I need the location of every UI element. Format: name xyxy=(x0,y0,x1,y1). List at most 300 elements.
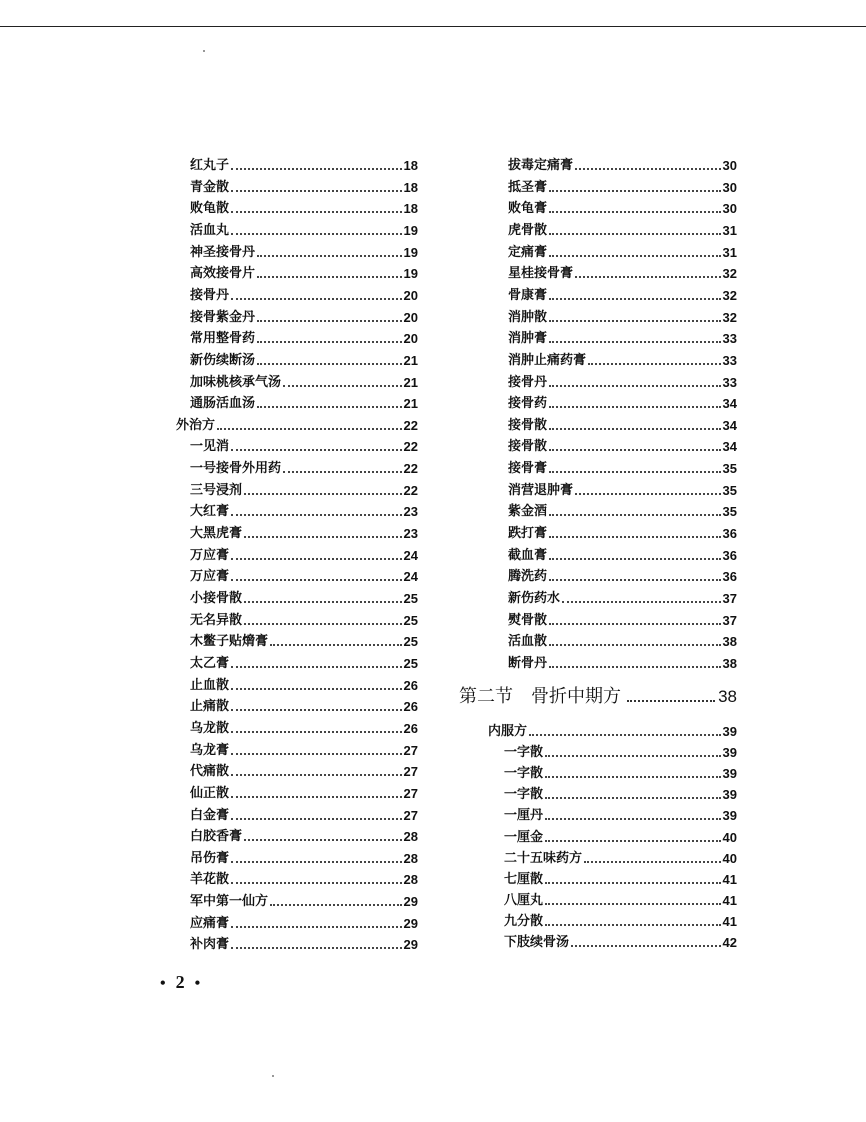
entry-page-number: 31 xyxy=(722,244,737,260)
dot-leader xyxy=(217,428,402,430)
dot-leader xyxy=(244,839,402,841)
entry-title: 止痛散 xyxy=(190,699,230,715)
entry-title: 骨康膏 xyxy=(508,287,548,303)
entry-title: 二十五味药方 xyxy=(504,850,583,866)
entry-page-number: 40 xyxy=(722,829,737,845)
toc-entry[interactable] xyxy=(190,716,418,737)
dot-leader xyxy=(257,255,402,257)
dot-leader xyxy=(549,341,721,343)
entry-title: 大黑虎膏 xyxy=(190,526,243,542)
toc-category-heading[interactable] xyxy=(488,719,737,740)
entry-page-number: 38 xyxy=(722,634,737,650)
page-dot-right: • xyxy=(194,975,201,992)
entry-title: 接骨丹 xyxy=(508,374,548,390)
toc-entry[interactable] xyxy=(190,629,418,650)
entry-title: 万应膏 xyxy=(190,547,230,563)
toc-entry[interactable] xyxy=(190,434,418,455)
entry-page-number: 30 xyxy=(722,201,737,217)
entry-page-number: 32 xyxy=(722,287,737,303)
entry-page-number: 21 xyxy=(403,352,418,368)
dot-leader xyxy=(244,536,402,538)
dot-leader xyxy=(562,601,721,603)
dot-leader xyxy=(231,558,402,560)
entry-title: 外治方 xyxy=(176,417,216,433)
dot-leader xyxy=(231,926,402,928)
entry-page-number: 24 xyxy=(403,547,418,563)
entry-page-number: 27 xyxy=(403,764,418,780)
entry-page-number: 25 xyxy=(403,612,418,628)
scan-speck xyxy=(272,1075,274,1077)
toc-entry[interactable] xyxy=(508,261,737,282)
entry-title: 木鳖子贴熁膏 xyxy=(190,634,269,650)
dot-leader xyxy=(231,818,402,820)
toc-entry[interactable] xyxy=(190,781,418,802)
entry-title: 红丸子 xyxy=(190,158,230,173)
toc-entry[interactable] xyxy=(190,543,418,564)
dot-leader xyxy=(545,924,721,926)
entry-title: 止血散 xyxy=(190,677,230,693)
toc-entry[interactable] xyxy=(504,825,737,846)
entry-page-number: 33 xyxy=(722,374,737,390)
entry-title: 紫金酒 xyxy=(508,504,548,520)
entry-title: 败龟散 xyxy=(190,201,230,217)
entry-page-number: 21 xyxy=(403,396,418,412)
dot-leader xyxy=(549,211,721,213)
entry-page-number: 35 xyxy=(722,461,737,477)
toc-entry[interactable] xyxy=(190,932,418,953)
entry-title: 军中第一仙方 xyxy=(190,894,269,910)
entry-title: 活血散 xyxy=(508,634,548,650)
dot-leader xyxy=(283,385,402,387)
entry-page-number: 29 xyxy=(403,915,418,931)
entry-page-number: 32 xyxy=(722,266,737,282)
dot-leader xyxy=(257,406,402,408)
dot-leader xyxy=(549,644,721,646)
entry-page-number: 39 xyxy=(722,787,737,803)
dot-leader xyxy=(575,168,721,170)
entry-title: 断骨丹 xyxy=(508,655,548,671)
toc-entry[interactable] xyxy=(190,218,418,239)
toc-entry[interactable] xyxy=(504,846,737,867)
entry-title: 代痛散 xyxy=(190,764,230,780)
entry-title: 跌打膏 xyxy=(508,526,548,542)
entry-title: 截血膏 xyxy=(508,547,548,563)
section-page: 38 xyxy=(718,687,737,706)
toc-entry[interactable] xyxy=(190,521,418,542)
entry-title: 七厘散 xyxy=(504,871,544,887)
entry-title: 内服方 xyxy=(488,724,528,739)
entry-title: 小接骨散 xyxy=(190,591,243,606)
dot-leader xyxy=(545,840,721,842)
entry-page-number: 35 xyxy=(722,504,737,520)
dot-leader xyxy=(257,341,402,343)
entry-title: 乌龙膏 xyxy=(190,742,230,758)
entry-page-number: 27 xyxy=(403,742,418,758)
entry-page-number: 18 xyxy=(403,158,418,173)
section-heading[interactable] xyxy=(459,678,737,708)
entry-title: 无名异散 xyxy=(190,612,243,628)
dot-leader xyxy=(231,579,402,581)
toc-entry[interactable] xyxy=(190,326,418,347)
entry-page-number: 37 xyxy=(722,591,737,606)
toc-entry[interactable] xyxy=(508,543,737,564)
toc-entry[interactable] xyxy=(508,175,737,196)
entry-title: 败龟膏 xyxy=(508,201,548,217)
toc-entry[interactable] xyxy=(190,738,418,759)
toc-entry[interactable] xyxy=(504,782,737,803)
dot-leader xyxy=(545,776,721,778)
dot-leader xyxy=(571,945,721,947)
entry-title: 消肿散 xyxy=(508,309,548,325)
entry-title: 消肿膏 xyxy=(508,331,548,347)
toc-entry[interactable] xyxy=(508,370,737,391)
entry-page-number: 40 xyxy=(722,850,737,866)
entry-page-number: 20 xyxy=(403,331,418,347)
dot-leader xyxy=(231,947,402,949)
entry-page-number: 30 xyxy=(722,179,737,195)
entry-title: 八厘丸 xyxy=(504,892,544,908)
entry-title: 新伤药水 xyxy=(508,591,561,606)
toc-entry[interactable] xyxy=(508,196,737,217)
dot-leader xyxy=(283,471,402,473)
toc-entry[interactable] xyxy=(508,478,737,499)
entry-title: 接骨膏 xyxy=(508,461,548,477)
toc-entry[interactable] xyxy=(508,456,737,477)
entry-page-number: 39 xyxy=(722,766,737,782)
entry-page-number: 39 xyxy=(722,808,737,824)
dot-leader xyxy=(545,755,721,757)
dot-leader xyxy=(231,233,402,235)
dot-leader xyxy=(257,363,402,365)
entry-page-number: 41 xyxy=(722,892,737,908)
entry-page-number: 29 xyxy=(403,937,418,953)
toc-entry[interactable] xyxy=(508,283,737,304)
toc-entry[interactable] xyxy=(508,218,737,239)
section-label: 第二节 xyxy=(459,686,513,707)
entry-title: 太乙膏 xyxy=(190,655,230,671)
entry-page-number: 26 xyxy=(403,720,418,736)
entry-title: 接骨丹 xyxy=(190,287,230,303)
dot-leader xyxy=(549,666,721,668)
toc-entry[interactable] xyxy=(508,240,737,261)
entry-page-number: 25 xyxy=(403,634,418,650)
toc-entry[interactable] xyxy=(504,909,737,930)
entry-page-number: 22 xyxy=(403,439,418,455)
dot-leader xyxy=(244,601,402,603)
toc-entry[interactable] xyxy=(190,846,418,867)
dot-leader xyxy=(231,190,402,192)
entry-title: 熨骨散 xyxy=(508,612,548,628)
dot-leader xyxy=(231,449,402,451)
page-number xyxy=(150,972,210,993)
dot-leader xyxy=(257,320,402,322)
dot-leader xyxy=(549,558,721,560)
entry-title: 应痛膏 xyxy=(190,915,230,931)
toc-entry[interactable] xyxy=(190,478,418,499)
entry-title: 新伤续断汤 xyxy=(190,352,256,368)
entry-title: 高效接骨片 xyxy=(190,266,256,282)
toc-entry[interactable] xyxy=(504,761,737,782)
top-rule xyxy=(0,26,866,27)
entry-title: 抵圣膏 xyxy=(508,179,548,195)
toc-entry[interactable] xyxy=(508,348,737,369)
entry-title: 接骨散 xyxy=(508,417,548,433)
dot-leader xyxy=(270,644,402,646)
toc-entry[interactable] xyxy=(508,391,737,412)
entry-page-number: 41 xyxy=(722,913,737,929)
entry-title: 一字散 xyxy=(504,745,544,761)
dot-leader xyxy=(231,753,402,755)
entry-title: 下肢续骨汤 xyxy=(504,935,570,950)
entry-page-number: 42 xyxy=(722,935,737,950)
dot-leader xyxy=(575,276,721,278)
dot-leader xyxy=(545,903,721,905)
toc-entry[interactable] xyxy=(504,867,737,888)
toc-category-heading[interactable] xyxy=(176,413,418,434)
dot-leader xyxy=(231,688,402,690)
entry-title: 定痛膏 xyxy=(508,244,548,260)
entry-page-number: 19 xyxy=(403,266,418,282)
toc-entry[interactable] xyxy=(508,651,737,672)
entry-page-number: 23 xyxy=(403,504,418,520)
dot-leader xyxy=(244,623,402,625)
entry-page-number: 27 xyxy=(403,807,418,823)
entry-title: 活血丸 xyxy=(190,222,230,238)
entry-page-number: 34 xyxy=(722,396,737,412)
entry-page-number: 33 xyxy=(722,352,737,368)
entry-title: 通肠活血汤 xyxy=(190,396,256,412)
toc-entry[interactable] xyxy=(504,930,737,951)
toc-entry[interactable] xyxy=(508,608,737,629)
dot-leader xyxy=(549,320,721,322)
entry-page-number: 20 xyxy=(403,287,418,303)
toc-entry[interactable] xyxy=(190,694,418,715)
dot-leader xyxy=(231,211,402,213)
entry-title: 万应膏 xyxy=(190,569,230,585)
entry-title: 三号浸剂 xyxy=(190,482,243,498)
page-dot-left: • xyxy=(160,975,166,992)
entry-title: 神圣接骨丹 xyxy=(190,244,256,260)
entry-title: 补肉膏 xyxy=(190,937,230,953)
dot-leader xyxy=(231,298,402,300)
dot-leader xyxy=(231,774,402,776)
scan-speck xyxy=(203,50,205,52)
toc-entry[interactable] xyxy=(190,261,418,282)
entry-title: 星桂接骨膏 xyxy=(508,266,574,282)
toc-entry[interactable] xyxy=(504,888,737,909)
entry-page-number: 36 xyxy=(722,569,737,585)
dot-leader xyxy=(231,796,402,798)
dot-leader xyxy=(627,700,715,702)
toc-entry[interactable] xyxy=(508,413,737,434)
entry-title: 青金散 xyxy=(190,179,230,195)
entry-title: 一厘丹 xyxy=(504,808,544,824)
dot-leader xyxy=(549,233,721,235)
entry-title: 一字散 xyxy=(504,787,544,803)
dot-leader xyxy=(549,385,721,387)
toc-entry[interactable] xyxy=(190,499,418,520)
dot-leader xyxy=(231,666,402,668)
toc-entry[interactable] xyxy=(508,586,737,607)
dot-leader xyxy=(549,428,721,430)
entry-page-number: 25 xyxy=(403,655,418,671)
entry-page-number: 20 xyxy=(403,309,418,325)
dot-leader xyxy=(584,861,721,863)
section-title: 骨折中期方 xyxy=(531,686,621,707)
dot-leader xyxy=(549,471,721,473)
toc-entry[interactable] xyxy=(190,456,418,477)
dot-leader xyxy=(545,818,721,820)
entry-page-number: 19 xyxy=(403,244,418,260)
dot-leader xyxy=(231,861,402,863)
toc-entry[interactable] xyxy=(190,240,418,261)
entry-page-number: 24 xyxy=(403,569,418,585)
toc-entry[interactable] xyxy=(190,824,418,845)
entry-title: 一号接骨外用药 xyxy=(190,461,282,477)
dot-leader xyxy=(231,731,402,733)
dot-leader xyxy=(549,514,721,516)
dot-leader xyxy=(549,255,721,257)
entry-page-number: 28 xyxy=(403,829,418,845)
entry-page-number: 39 xyxy=(722,745,737,761)
entry-title: 一见消 xyxy=(190,439,230,455)
entry-page-number: 36 xyxy=(722,526,737,542)
entry-page-number: 39 xyxy=(722,724,737,739)
entry-title: 九分散 xyxy=(504,913,544,929)
entry-page-number: 33 xyxy=(722,331,737,347)
dot-leader xyxy=(549,406,721,408)
entry-page-number: 41 xyxy=(722,871,737,887)
toc-entry[interactable] xyxy=(190,370,418,391)
entry-title: 仙正散 xyxy=(190,785,230,801)
entry-page-number: 37 xyxy=(722,612,737,628)
entry-title: 虎骨散 xyxy=(508,222,548,238)
toc-entry[interactable] xyxy=(190,911,418,932)
entry-title: 接骨散 xyxy=(508,439,548,455)
toc-entry[interactable] xyxy=(508,564,737,585)
dot-leader xyxy=(545,797,721,799)
entry-title: 腾洗药 xyxy=(508,569,548,585)
entry-page-number: 35 xyxy=(722,482,737,498)
toc-entry[interactable] xyxy=(190,153,418,174)
dot-leader xyxy=(575,493,721,495)
toc-entry[interactable] xyxy=(190,673,418,694)
toc-entry[interactable] xyxy=(190,759,418,780)
entry-page-number: 31 xyxy=(722,222,737,238)
dot-leader xyxy=(270,904,402,906)
toc-entry[interactable] xyxy=(508,499,737,520)
entry-title: 白金膏 xyxy=(190,807,230,823)
entry-page-number: 22 xyxy=(403,417,418,433)
entry-page-number: 25 xyxy=(403,591,418,606)
entry-page-number: 29 xyxy=(403,894,418,910)
toc-entry[interactable] xyxy=(190,196,418,217)
toc-entry[interactable] xyxy=(190,283,418,304)
entry-title: 拔毒定痛膏 xyxy=(508,158,574,173)
dot-leader xyxy=(549,449,721,451)
toc-entry[interactable] xyxy=(190,305,418,326)
dot-leader xyxy=(257,276,402,278)
entry-title: 加味桃核承气汤 xyxy=(190,374,282,390)
dot-leader xyxy=(231,168,402,170)
entry-page-number: 28 xyxy=(403,872,418,888)
toc-entry[interactable] xyxy=(190,803,418,824)
entry-page-number: 23 xyxy=(403,526,418,542)
dot-leader xyxy=(529,734,721,736)
entry-title: 大红膏 xyxy=(190,504,230,520)
entry-page-number: 22 xyxy=(403,482,418,498)
dot-leader xyxy=(588,363,721,365)
toc-entry[interactable] xyxy=(190,391,418,412)
entry-title: 消肿止痛药膏 xyxy=(508,352,587,368)
entry-page-number: 34 xyxy=(722,439,737,455)
page-number-value: 2 xyxy=(175,972,185,992)
entry-page-number: 22 xyxy=(403,461,418,477)
toc-entry[interactable] xyxy=(508,521,737,542)
entry-title: 接骨药 xyxy=(508,396,548,412)
dot-leader xyxy=(549,536,721,538)
entry-page-number: 18 xyxy=(403,179,418,195)
toc-entry[interactable] xyxy=(508,153,737,174)
toc-entry[interactable] xyxy=(504,740,737,761)
entry-page-number: 26 xyxy=(403,677,418,693)
toc-entry[interactable] xyxy=(504,803,737,824)
toc-entry[interactable] xyxy=(190,889,418,910)
toc-entry[interactable] xyxy=(190,651,418,672)
entry-page-number: 28 xyxy=(403,850,418,866)
entry-title: 常用整骨药 xyxy=(190,331,256,347)
entry-title: 接骨紫金丹 xyxy=(190,309,256,325)
entry-page-number: 19 xyxy=(403,222,418,238)
dot-leader xyxy=(231,709,402,711)
dot-leader xyxy=(545,882,721,884)
dot-leader xyxy=(244,493,402,495)
toc-entry[interactable] xyxy=(508,326,737,347)
toc-entry[interactable] xyxy=(508,629,737,650)
entry-page-number: 27 xyxy=(403,785,418,801)
entry-title: 白胶香膏 xyxy=(190,829,243,845)
dot-leader xyxy=(231,514,402,516)
entry-page-number: 36 xyxy=(722,547,737,563)
entry-page-number: 26 xyxy=(403,699,418,715)
toc-entry[interactable] xyxy=(190,608,418,629)
entry-page-number: 32 xyxy=(722,309,737,325)
dot-leader xyxy=(549,579,721,581)
entry-page-number: 38 xyxy=(722,655,737,671)
toc-entry[interactable] xyxy=(190,564,418,585)
toc-entry[interactable] xyxy=(190,586,418,607)
entry-title: 一厘金 xyxy=(504,829,544,845)
entry-title: 吊伤膏 xyxy=(190,850,230,866)
entry-title: 羊花散 xyxy=(190,872,230,888)
toc-entry[interactable] xyxy=(190,175,418,196)
dot-leader xyxy=(549,623,721,625)
entry-title: 乌龙散 xyxy=(190,720,230,736)
dot-leader xyxy=(549,298,721,300)
toc-entry[interactable] xyxy=(508,434,737,455)
dot-leader xyxy=(231,882,402,884)
entry-title: 一字散 xyxy=(504,766,544,782)
entry-page-number: 21 xyxy=(403,374,418,390)
toc-entry[interactable] xyxy=(190,867,418,888)
entry-page-number: 30 xyxy=(722,158,737,173)
entry-page-number: 18 xyxy=(403,201,418,217)
entry-page-number: 34 xyxy=(722,417,737,433)
toc-entry[interactable] xyxy=(508,305,737,326)
entry-title: 消营退肿膏 xyxy=(508,482,574,498)
dot-leader xyxy=(549,190,721,192)
toc-entry[interactable] xyxy=(190,348,418,369)
